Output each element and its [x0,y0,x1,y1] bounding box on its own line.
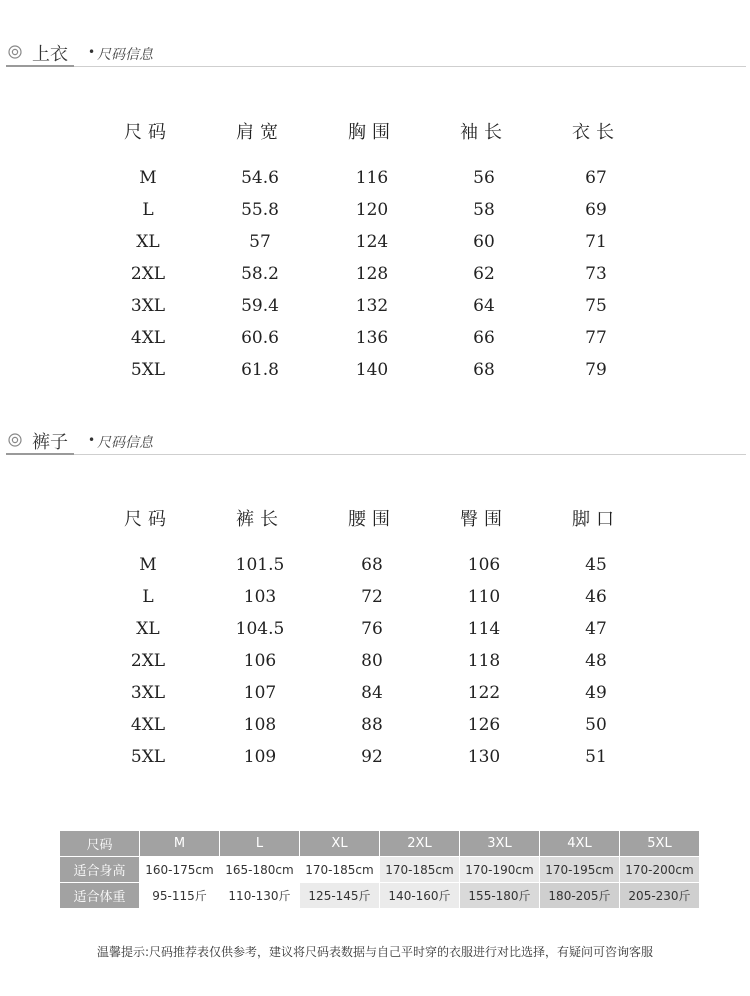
table-cell: 2XL [130,651,166,671]
fit-recommendation-table [59,830,700,909]
column-header: 腰围 [348,509,396,530]
target-circle-icon [8,433,22,447]
fit-header-cell: 2XL [380,831,460,857]
fit-cell: 160-175cm [140,857,220,883]
fit-cell: 110-130斤 [220,883,300,909]
fit-header-cell: 尺码 [60,831,140,857]
fit-cell: 170-195cm [540,857,620,883]
tops-section-subtitle: 尺码信息 [97,47,153,63]
table-cell: 116 [355,168,389,188]
column-header: 尺码 [124,509,172,530]
table-cell: 60.6 [241,328,279,348]
table-cell: 107 [243,683,277,703]
table-cell: 130 [467,747,501,767]
fit-cell: 180-205斤 [540,883,620,909]
table-row [92,354,652,386]
column-header: 衣长 [572,122,620,143]
fit-row-label: 适合身高 [60,857,140,883]
table-cell: L [142,200,154,220]
divider [6,66,746,67]
fit-cell: 170-200cm [620,857,700,883]
fit-header-cell: M [140,831,220,857]
column-header: 臀围 [460,509,508,530]
table-row [92,677,652,709]
table-cell: XL [136,619,160,639]
fit-cell: 165-180cm [220,857,300,883]
table-row [92,549,652,581]
table-cell: 56 [473,168,495,188]
table-row [92,709,652,741]
divider-accent [6,453,74,455]
table-cell: 2XL [130,264,166,284]
table-cell: 76 [361,619,383,639]
column-header: 肩宽 [236,122,284,143]
table-cell: 84 [361,683,383,703]
table-cell: 73 [585,264,607,284]
table-cell: M [139,168,157,188]
divider-accent [6,65,74,67]
table-cell: 58 [473,200,495,220]
table-row [92,226,652,258]
bullet-dot: • [88,433,96,447]
fit-cell: 205-230斤 [620,883,700,909]
pants-section-title: 裤子 [32,432,68,453]
table-cell: 103 [243,587,277,607]
column-header: 尺码 [124,122,172,143]
table-cell: 60 [473,232,495,252]
table-row [92,741,652,773]
table-cell: 49 [585,683,607,703]
table-row [92,581,652,613]
fit-cell: 170-185cm [380,857,460,883]
fit-cell: 140-160斤 [380,883,460,909]
table-cell: 54.6 [241,168,279,188]
table-cell: 72 [361,587,383,607]
table-cell: 50 [585,715,607,735]
table-cell: 128 [355,264,389,284]
fit-header-cell: L [220,831,300,857]
table-cell: 46 [585,587,607,607]
table-cell: 4XL [130,328,166,348]
table-row [92,162,652,194]
table-cell: 3XL [130,683,166,703]
divider [6,454,746,455]
fit-weight-row [60,883,700,909]
table-cell: 124 [355,232,389,252]
table-cell: 118 [467,651,501,671]
table-cell: 106 [243,651,277,671]
target-circle-icon [8,45,22,59]
table-cell: 58.2 [241,264,279,284]
table-cell: 106 [467,555,501,575]
fit-cell: 125-145斤 [300,883,380,909]
fit-header-cell: XL [300,831,380,857]
pants-size-table [92,505,652,773]
table-cell: 61.8 [241,360,279,380]
table-cell: 47 [585,619,607,639]
table-row [92,645,652,677]
table-cell: 109 [243,747,277,767]
table-cell: 79 [585,360,607,380]
fit-cell: 170-190cm [460,857,540,883]
tops-section-header [6,38,746,66]
table-cell: 92 [361,747,383,767]
table-cell: 68 [473,360,495,380]
table-row [92,194,652,226]
table-cell: 68 [361,555,383,575]
table-cell: 80 [361,651,383,671]
fit-header-cell: 5XL [620,831,700,857]
tops-section-title: 上衣 [32,44,68,65]
table-cell: 48 [585,651,607,671]
table-cell: 126 [467,715,501,735]
fit-cell: 155-180斤 [460,883,540,909]
table-cell: 5XL [130,360,166,380]
table-header-row [92,505,652,549]
table-cell: 101.5 [235,555,285,575]
column-header: 胸围 [348,122,396,143]
table-cell: 4XL [130,715,166,735]
fit-cell: 170-185cm [300,857,380,883]
table-cell: 114 [467,619,501,639]
table-cell: 67 [585,168,607,188]
table-cell: 120 [355,200,389,220]
table-cell: 57 [249,232,271,252]
table-cell: 62 [473,264,495,284]
table-row [92,613,652,645]
table-row [92,258,652,290]
table-cell: 122 [467,683,501,703]
table-cell: 136 [355,328,389,348]
table-cell: 110 [467,587,501,607]
table-cell: 140 [355,360,389,380]
table-cell: XL [136,232,160,252]
table-cell: L [142,587,154,607]
fit-header-cell: 3XL [460,831,540,857]
column-header: 袖长 [460,122,508,143]
table-cell: 69 [585,200,607,220]
column-header: 脚口 [572,509,620,530]
table-cell: 59.4 [241,296,279,316]
pants-section-subtitle: 尺码信息 [97,435,153,451]
table-cell: M [139,555,157,575]
table-cell: 104.5 [235,619,285,639]
table-header-row [92,118,652,162]
fit-header-cell: 4XL [540,831,620,857]
table-cell: 71 [585,232,607,252]
table-cell: 75 [585,296,607,316]
bullet-dot: • [88,45,96,59]
table-cell: 108 [243,715,277,735]
table-cell: 5XL [130,747,166,767]
table-cell: 51 [585,747,607,767]
table-row [92,290,652,322]
pants-section-header [6,426,746,454]
table-cell: 45 [585,555,607,575]
fit-height-row [60,857,700,883]
fit-header-row [60,831,700,857]
fit-cell: 95-115斤 [140,883,220,909]
table-cell: 77 [585,328,607,348]
tip-text: 温馨提示:尺码推荐表仅供参考，建议将尺码表数据与自己平时穿的衣服进行对比选择，有疑问可咨询客服 [96,945,654,959]
table-cell: 66 [473,328,495,348]
table-cell: 3XL [130,296,166,316]
table-cell: 132 [355,296,389,316]
table-cell: 64 [473,296,495,316]
table-cell: 55.8 [241,200,279,220]
table-row [92,322,652,354]
tops-size-table [92,118,652,386]
column-header: 裤长 [236,509,284,530]
fit-row-label: 适合体重 [60,883,140,909]
table-cell: 88 [361,715,383,735]
